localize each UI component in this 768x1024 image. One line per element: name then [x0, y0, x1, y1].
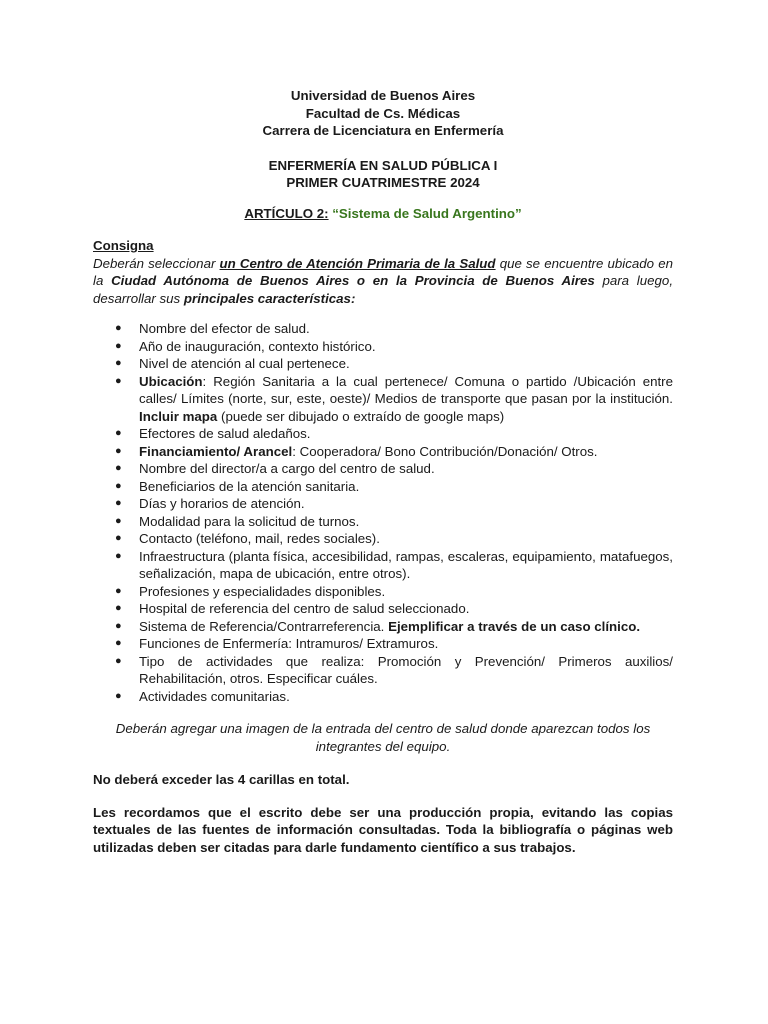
- bullet-icon: ●: [115, 497, 122, 509]
- list-item: [93, 513, 673, 531]
- bullet-icon: ●: [115, 689, 122, 702]
- bullet-icon: ●: [115, 602, 122, 614]
- list-item: [93, 600, 673, 618]
- consigna-paragraph: [93, 255, 673, 308]
- institution-header: [93, 87, 673, 140]
- list-item: [93, 618, 673, 636]
- item-text: Contacto (teléfono, mail, redes sociales).: [139, 531, 380, 546]
- list-item: [93, 443, 673, 461]
- course-title: ENFERMERÍA EN SALUD PÚBLICA I: [268, 157, 498, 173]
- consigna-title: Consigna: [93, 238, 154, 253]
- item-text: Profesiones y especialidades disponibles.: [139, 583, 386, 599]
- consigna-emphasis: un Centro de Atención Primaria de la Salud: [219, 255, 496, 271]
- bullet-icon: ●: [115, 637, 122, 649]
- closing-paragraph: Les recordamos que el escrito debe ser una producción propia, evitando las copias textuales de las fuentes de información consultadas. Toda la bibliografía o páginas web utilizadas deben ser citadas para darle fundamento científico a sus trabajos.: [93, 804, 673, 855]
- item-text: : Región Sanitaria a la cual pertenece/ Comuna o partido /Ubicación entre calles/ Límites (norte, sur, este, oeste)/ Medios de transporte que pasan por la institución.: [139, 373, 673, 406]
- list-item: [93, 548, 673, 583]
- item-text: Beneficiarios de la atención sanitaria.: [139, 478, 360, 494]
- requirements-list: [93, 320, 673, 705]
- list-item: [93, 653, 673, 688]
- item-text: Efectores de salud aledaños.: [139, 426, 311, 441]
- consigna-emphasis: Ciudad Autónoma de Buenos Aires o en la Provincia de Buenos Aires: [111, 273, 595, 288]
- item-text: Nombre del efector de salud.: [139, 321, 310, 336]
- list-item: [93, 373, 673, 426]
- bullet-icon: ●: [115, 322, 122, 334]
- item-emphasis: Incluir mapa: [139, 408, 218, 424]
- list-item: [93, 338, 673, 356]
- list-item: [93, 425, 673, 443]
- image-note: Deberán agregar una imagen de la entrada del centro de salud donde aparezcan todos los integrantes del equipo.: [115, 721, 651, 754]
- page-limit: No deberá exceder las 4 carillas en total.: [93, 772, 350, 787]
- bullet-icon: ●: [115, 584, 122, 597]
- bullet-icon: ●: [115, 462, 122, 474]
- bullet-icon: ●: [115, 339, 122, 352]
- consigna-text: que se encuentre ubicado en la: [93, 255, 673, 288]
- list-item: [93, 478, 673, 496]
- item-text: Actividades comunitarias.: [139, 688, 290, 704]
- item-emphasis: Ejemplificar a través de un caso clínico.: [388, 618, 641, 634]
- consigna-text: para luego, desarrollar sus: [93, 273, 674, 306]
- item-text: Nombre del director/a a cargo del centro de salud.: [139, 461, 435, 476]
- bullet-icon: ●: [115, 619, 122, 632]
- bullet-icon: ●: [115, 444, 122, 457]
- document-page: [93, 87, 673, 856]
- item-text: Nivel de atención al cual pertenece.: [139, 356, 350, 371]
- list-item: [93, 495, 673, 513]
- list-item: [93, 635, 673, 653]
- item-text: Infraestructura (planta física, accesibilidad, rampas, escaleras, equipamiento, matafuegos, señalización, mapa de ubicación, entre otros).: [139, 548, 673, 581]
- bullet-icon: ●: [115, 374, 122, 387]
- item-emphasis: Ubicación: [139, 373, 203, 389]
- list-item: [93, 688, 673, 706]
- list-item: [93, 320, 673, 338]
- career-name: Carrera de Licenciatura en Enfermería: [262, 123, 504, 138]
- item-text: Año de inauguración, contexto histórico.: [139, 338, 376, 354]
- item-text: Tipo de actividades que realiza: Promoción y Prevención/ Primeros auxilios/ Rehabilitación, otros. Especificar cuáles.: [139, 653, 673, 686]
- bullet-icon: ●: [115, 654, 122, 667]
- list-item: [93, 583, 673, 601]
- article-title: “Sistema de Salud Argentino”: [332, 205, 522, 221]
- bullet-icon: ●: [115, 479, 122, 492]
- list-item: [93, 530, 673, 548]
- faculty-name: Facultad de Cs. Médicas: [305, 105, 461, 121]
- item-emphasis: Financiamiento/ Arancel: [139, 443, 293, 459]
- course-header: [93, 157, 673, 192]
- bullet-icon: ●: [115, 357, 122, 369]
- item-text: Sistema de Referencia/Contrarreferencia.: [139, 618, 389, 634]
- item-text: : Cooperadora/ Bono Contribución/Donación/ Otros.: [292, 443, 598, 459]
- list-item: [93, 460, 673, 478]
- item-text: Días y horarios de atención.: [139, 496, 305, 511]
- bullet-icon: ●: [115, 549, 122, 562]
- item-text: Hospital de referencia del centro de salud seleccionado.: [139, 601, 470, 616]
- item-text: Funciones de Enfermería: Intramuros/ Extramuros.: [139, 636, 439, 651]
- course-term: PRIMER CUATRIMESTRE 2024: [286, 175, 480, 190]
- article-heading: [93, 205, 673, 223]
- bullet-icon: ●: [115, 532, 122, 544]
- consigna-emphasis: principales características:: [183, 290, 356, 306]
- item-text: (puede ser dibujado o extraído de google maps): [217, 408, 505, 424]
- bullet-icon: ●: [115, 514, 122, 527]
- item-text: Modalidad para la solicitud de turnos.: [139, 513, 360, 529]
- list-item: [93, 355, 673, 373]
- university-name: Universidad de Buenos Aires: [290, 88, 476, 103]
- article-label: ARTÍCULO 2:: [244, 205, 329, 221]
- bullet-icon: ●: [115, 427, 122, 439]
- consigna-text: Deberán seleccionar: [93, 255, 220, 271]
